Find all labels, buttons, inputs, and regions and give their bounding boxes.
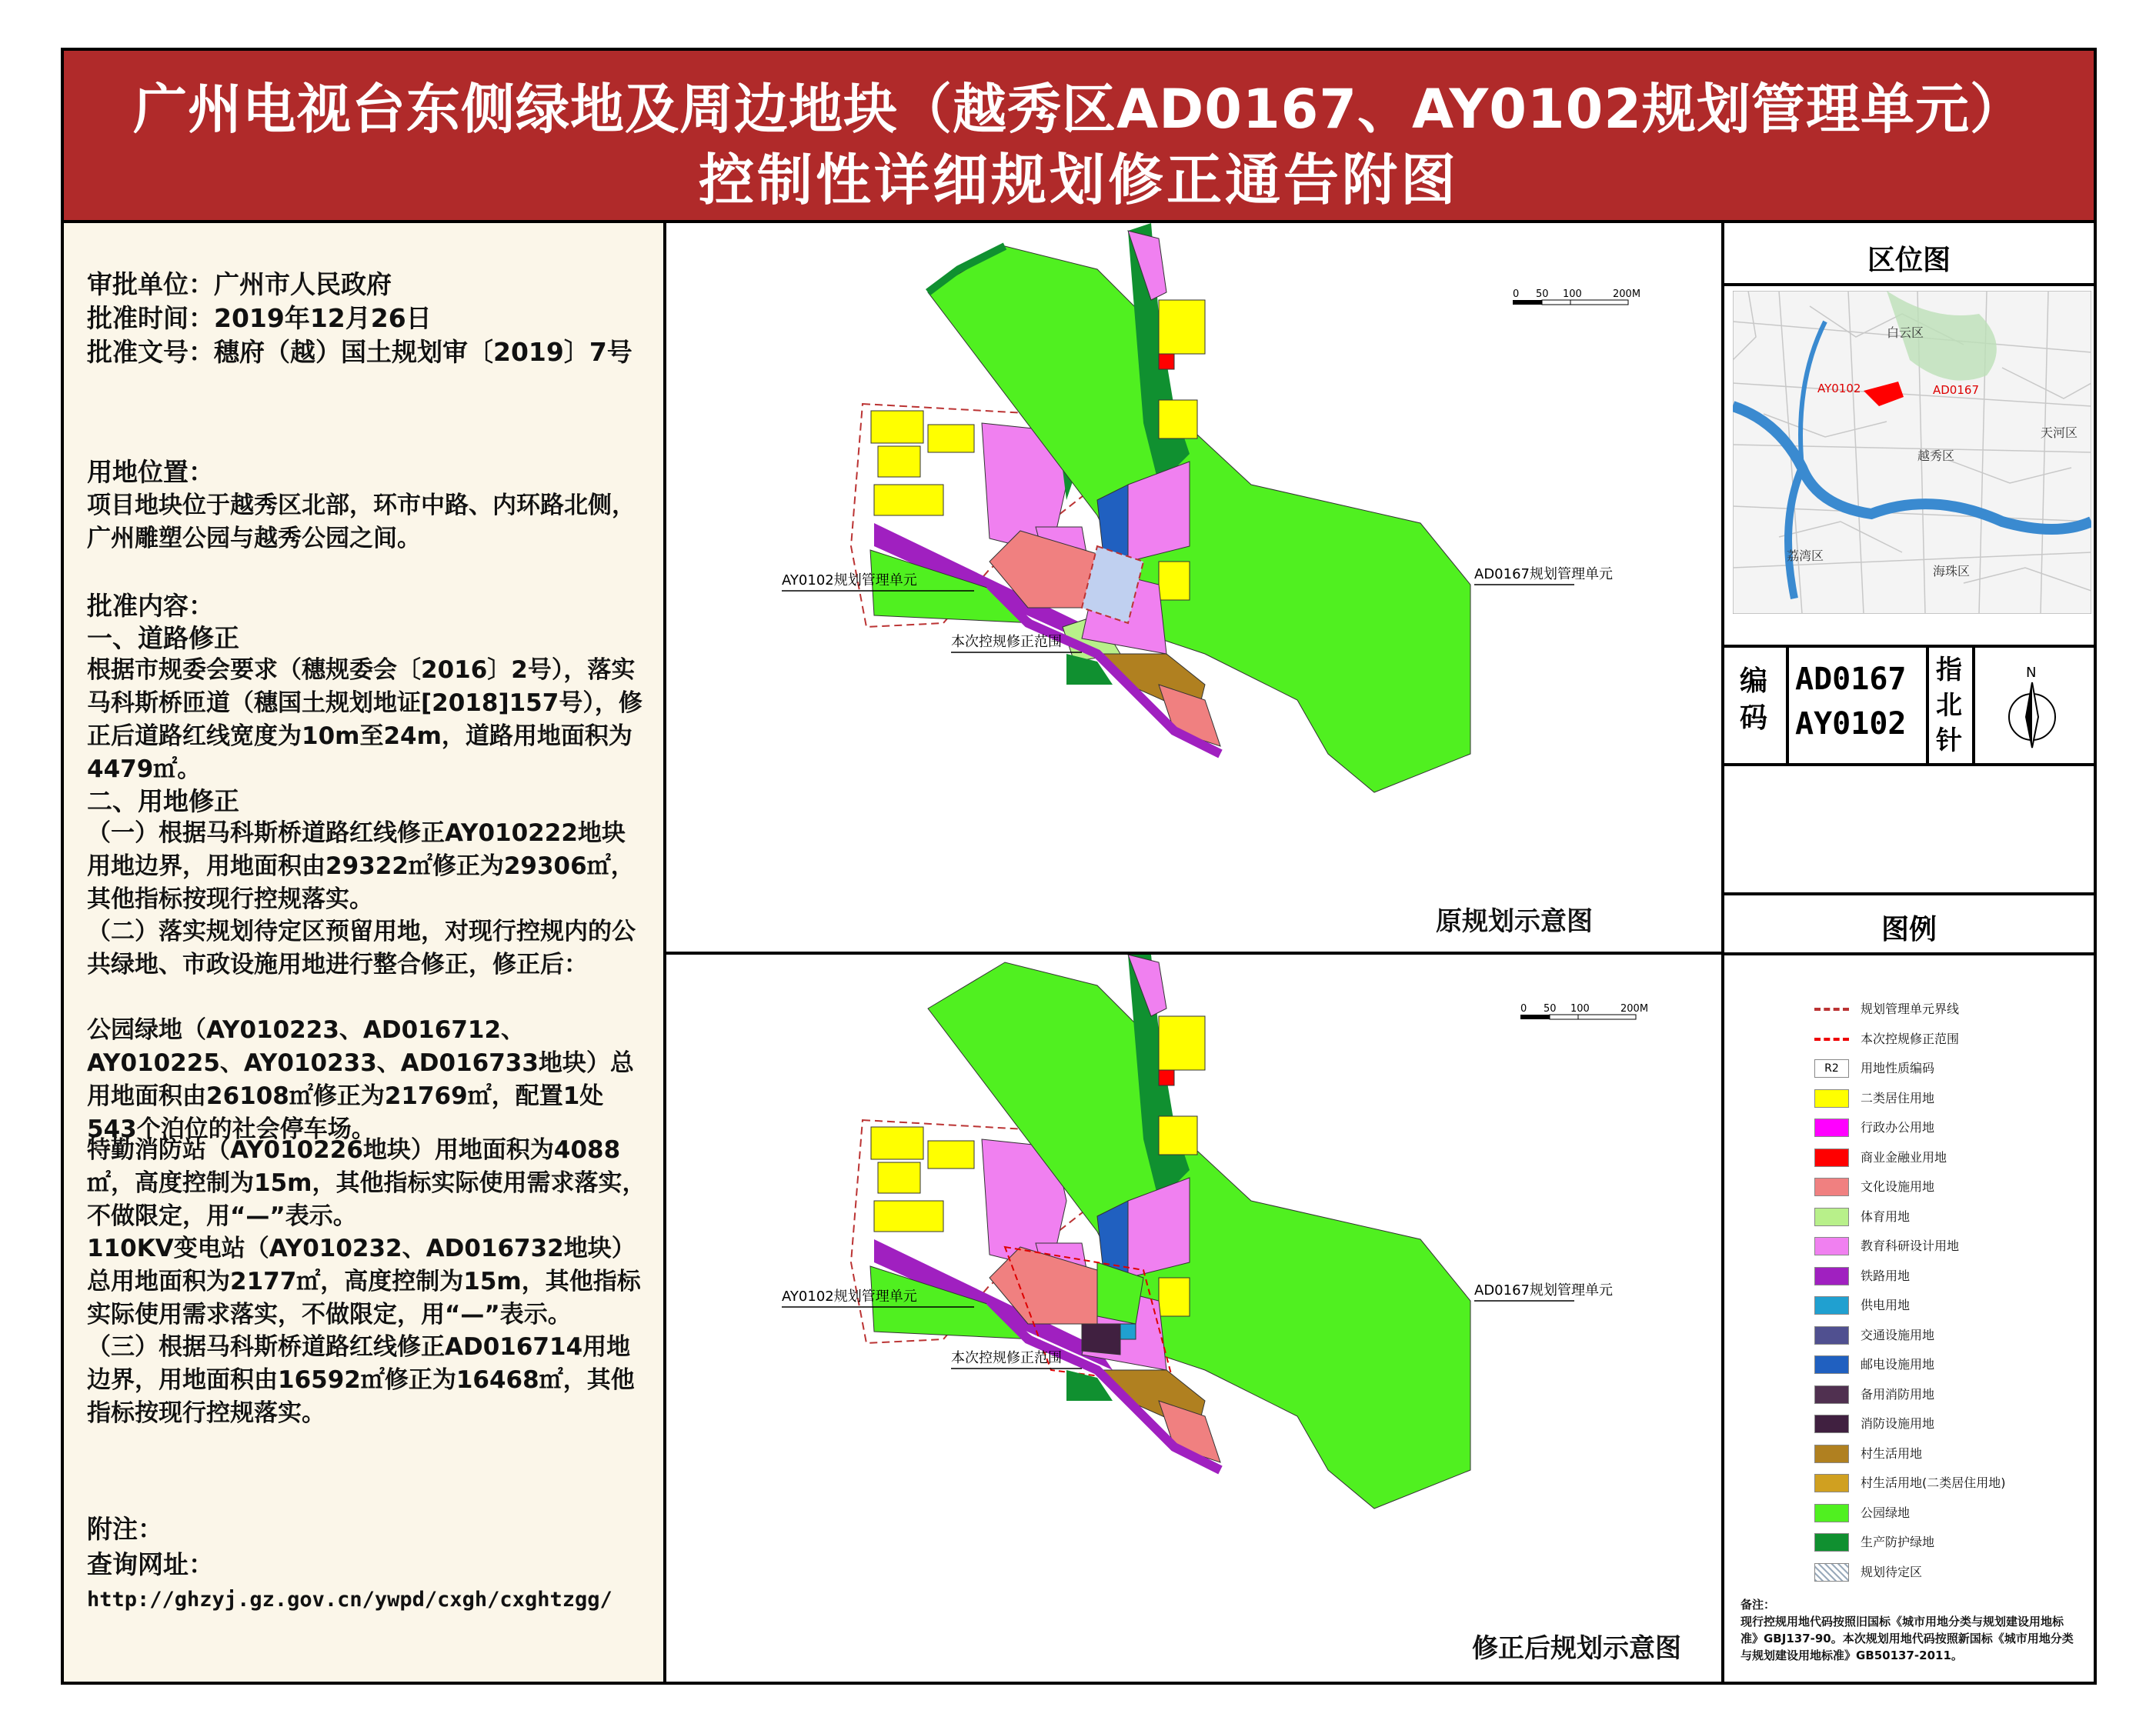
block-ay010202: [928, 425, 974, 452]
legend-label: 行政办公用地: [1861, 1120, 1935, 1135]
land-item-2: （二）落实规划待定区预留用地，对现行控规内的公共绿地、市政设施用地进行整合修正，修正后：: [87, 918, 636, 979]
block-ad016727-r: [1159, 1278, 1190, 1316]
land-item-3: （三）根据马科斯桥道路红线修正AD016714用地边界，用地面积由16592㎡修正为16468㎡，其他指标按现行控规落实。: [87, 1333, 635, 1427]
legend-label: 文化设施用地: [1861, 1179, 1935, 1194]
legend-swatch: [1814, 1474, 1849, 1492]
block-ad016704-r: [1159, 1016, 1205, 1070]
legend-label: 二类居住用地: [1861, 1090, 1935, 1105]
legend: [1724, 1000, 2094, 1600]
legend-swatch: [1814, 1533, 1849, 1552]
info-panel: [64, 223, 666, 1682]
right-line-1: [1724, 283, 2094, 286]
legend-swatch: [1814, 1355, 1849, 1374]
block-ad016722: [1159, 354, 1174, 369]
right-line-4: [1724, 892, 2094, 895]
legend-swatch: [1814, 1119, 1849, 1137]
location-map: [1733, 291, 2091, 614]
scale-50: 50: [1536, 288, 1549, 300]
scale-0: 0: [1520, 1003, 1527, 1015]
page-header: [64, 51, 2094, 223]
district-tianhe: 天河区: [2041, 425, 2078, 440]
location-text: 项目地块位于越秀区北部，环市中路、内环路北侧，广州雕塑公园与越秀公园之间。: [87, 492, 636, 552]
scope-label-r: 本次控规修正范围: [951, 1350, 1062, 1366]
block-ay010203: [878, 446, 920, 477]
legend-label: 规划管理单元界线: [1861, 1002, 1960, 1016]
scale-100: 100: [1570, 1003, 1590, 1015]
legend-swatch: [1814, 1208, 1849, 1226]
unit-label-ay: AY0102规划管理单元: [782, 572, 917, 588]
revised-plan-map: [666, 955, 1721, 1679]
district-haizhu: 海珠区: [1933, 564, 1971, 578]
scope-label: 本次控规修正范围: [951, 634, 1062, 650]
block-ay010201: [871, 411, 923, 443]
legend-swatch: [1814, 1326, 1849, 1345]
legend-swatch: [1814, 1415, 1849, 1433]
document-number: 批准文号：穗府（越）国土规划审〔2019〕7号: [87, 337, 632, 367]
north-letter: N: [2026, 665, 2037, 681]
legend-label: 村生活用地: [1861, 1445, 1923, 1461]
land-item-2a: 公园绿地（AY010223、AD016712、AY010225、AY010233、AD016733地块）总用地面积由26108㎡修正为21769㎡，配置1处543个泊位的社会停车场。: [87, 1016, 634, 1143]
unit-label-ad: AD0167规划管理单元: [1474, 566, 1613, 582]
scale-200: 200M: [1613, 288, 1641, 300]
district-baiyun: 白云区: [1887, 325, 1924, 340]
legend-swatch: [1814, 1237, 1849, 1255]
block-ad016731-r: [1159, 1116, 1197, 1155]
legend-swatch: [1814, 1563, 1849, 1582]
title-line-1: 广州电视台东侧绿地及周边地块（越秀区AD0167、AY0102规划管理单元）: [132, 78, 2025, 141]
legend-title: 图例: [1881, 914, 1937, 945]
north-arrow-icon: [1994, 663, 2071, 755]
right-line-3: [1724, 763, 2094, 766]
legend-swatch: [1814, 1296, 1849, 1315]
original-plan-map: [666, 223, 1721, 952]
block-ay010203-r: [878, 1162, 920, 1193]
land-item-2b: 特勤消防站（AY010226地块）用地面积为4088㎡，高度控制为15m，其他指标实际使用需求落实，不做限定，用“—”表示。: [87, 1136, 646, 1230]
block-ad016727: [1159, 562, 1190, 600]
legend-label: 生产防护绿地: [1861, 1535, 1935, 1549]
content-title: 批准内容：: [87, 591, 214, 621]
district-yuexiu: 越秀区: [1917, 448, 1955, 463]
district-liwan: 荔湾区: [1787, 548, 1824, 563]
legend-label: 备用消防用地: [1861, 1386, 1935, 1402]
unit-label-loc-ad: AD0167: [1933, 383, 1979, 397]
footnote-text: 现行控规用地代码按照旧国标《城市用地分类与规划建设用地标准》GBJ137-90。本次规划用地代码按照新国标《城市用地分类与规划建设用地标准》GB50137-2011。: [1740, 1615, 2074, 1662]
legend-swatch: [1814, 1089, 1849, 1108]
legend-swatch: [1814, 1038, 1849, 1041]
land-item-1: （一）根据马科斯桥道路红线修正AY010222地块用地边界，用地面积由29322㎡修正为29306㎡，其他指标按现行控规落实。: [87, 819, 635, 913]
block-ay010206: [874, 485, 943, 515]
code-value-1: AD0167: [1795, 662, 1907, 697]
unit-label-ad-r: AD0167规划管理单元: [1474, 1282, 1613, 1299]
revised-plan-title: 修正后规划示意图: [1472, 1633, 1681, 1664]
block-ay010226-r: [1082, 1324, 1120, 1355]
road-title: 一、道路修正: [87, 623, 239, 653]
block-ad016704: [1159, 300, 1205, 354]
unit-label-loc-ay: AY0102: [1817, 382, 1861, 395]
scale-50: 50: [1544, 1003, 1557, 1015]
legend-swatch: [1814, 1178, 1849, 1196]
legend-swatch: [1814, 1504, 1849, 1522]
query-label: 查询网址：: [87, 1549, 214, 1579]
legend-label: 教育科研设计用地: [1861, 1239, 1960, 1253]
original-plan-title: 原规划示意图: [1436, 906, 1593, 937]
block-ay010202-r: [928, 1141, 974, 1169]
legend-label: 村生活用地(二类居住用地): [1861, 1475, 2006, 1490]
land-title: 二、用地修正: [87, 786, 239, 816]
legend-swatch: [1814, 1445, 1849, 1463]
legend-swatch: R2: [1814, 1059, 1849, 1078]
code-label: 编码: [1740, 665, 1768, 734]
note-title: 附注：: [87, 1514, 163, 1544]
north-label: 指北针: [1936, 655, 1962, 756]
query-url[interactable]: http://ghzyj.gz.gov.cn/ywpd/cxgh/cxghtzgg/: [87, 1588, 612, 1612]
legend-swatch: [1814, 1267, 1849, 1285]
legend-label: 邮电设施用地: [1861, 1357, 1935, 1372]
legend-swatch: [1814, 1008, 1849, 1011]
location-title: 用地位置：: [87, 457, 214, 487]
scale-bar-2: [1520, 1003, 1648, 1019]
approver: 审批单位：广州市人民政府: [87, 269, 392, 299]
block-ay010201-r: [871, 1127, 923, 1159]
scale-0: 0: [1513, 288, 1520, 300]
legend-label: 消防设施用地: [1861, 1416, 1935, 1431]
right-line-5: [1724, 952, 2094, 955]
legend-label: 商业金融业用地: [1861, 1149, 1947, 1165]
legend-label: 交通设施用地: [1861, 1327, 1935, 1342]
title-line-2: 控制性详细规划修正通告附图: [698, 148, 1459, 212]
unit-label-ay-r: AY0102规划管理单元: [782, 1289, 917, 1305]
map-divider: [666, 952, 1724, 955]
legend-label: 用地性质编码: [1861, 1061, 1935, 1075]
legend-label: 供电用地: [1861, 1298, 1911, 1312]
legend-label: 本次控规修正范围: [1861, 1031, 1960, 1046]
scale-200: 200M: [1620, 1003, 1649, 1015]
approval-date: 批准时间：2019年12月26日: [87, 303, 432, 333]
legend-swatch: [1814, 1385, 1849, 1404]
legend-label: 公园绿地: [1861, 1505, 1911, 1520]
location-map-title: 区位图: [1867, 245, 1951, 276]
code-box: [1724, 648, 2094, 763]
footnote: [1740, 1596, 2079, 1664]
scale-100: 100: [1563, 288, 1582, 300]
block-ay010206-r: [874, 1201, 943, 1232]
legend-label: 体育用地: [1861, 1209, 1911, 1224]
land-item-2c: 110KV变电站（AY010232、AD016732地块）总用地面积为2177㎡，高度控制为15m，其他指标实际使用需求落实，不做限定，用“—”表示。: [87, 1235, 641, 1329]
legend-swatch: [1814, 1149, 1849, 1167]
road-text: 根据市规委会要求（穗规委会〔2016〕2号），落实马科斯桥匝道（穗国土规划地证[2018]157号），修正后道路红线宽度为10m至24m，道路用地面积为4479㎡。: [87, 656, 642, 783]
code-value-2: AY0102: [1795, 706, 1907, 742]
block-ad016731: [1159, 400, 1197, 438]
footnote-title: 备注：: [1740, 1598, 1776, 1612]
block-ay010232-r: [1120, 1324, 1136, 1339]
legend-label: 规划待定区: [1861, 1564, 1923, 1579]
legend-label: 铁路用地: [1861, 1268, 1911, 1283]
block-ad016722-r: [1159, 1070, 1174, 1085]
scale-bar: [1513, 288, 1640, 305]
